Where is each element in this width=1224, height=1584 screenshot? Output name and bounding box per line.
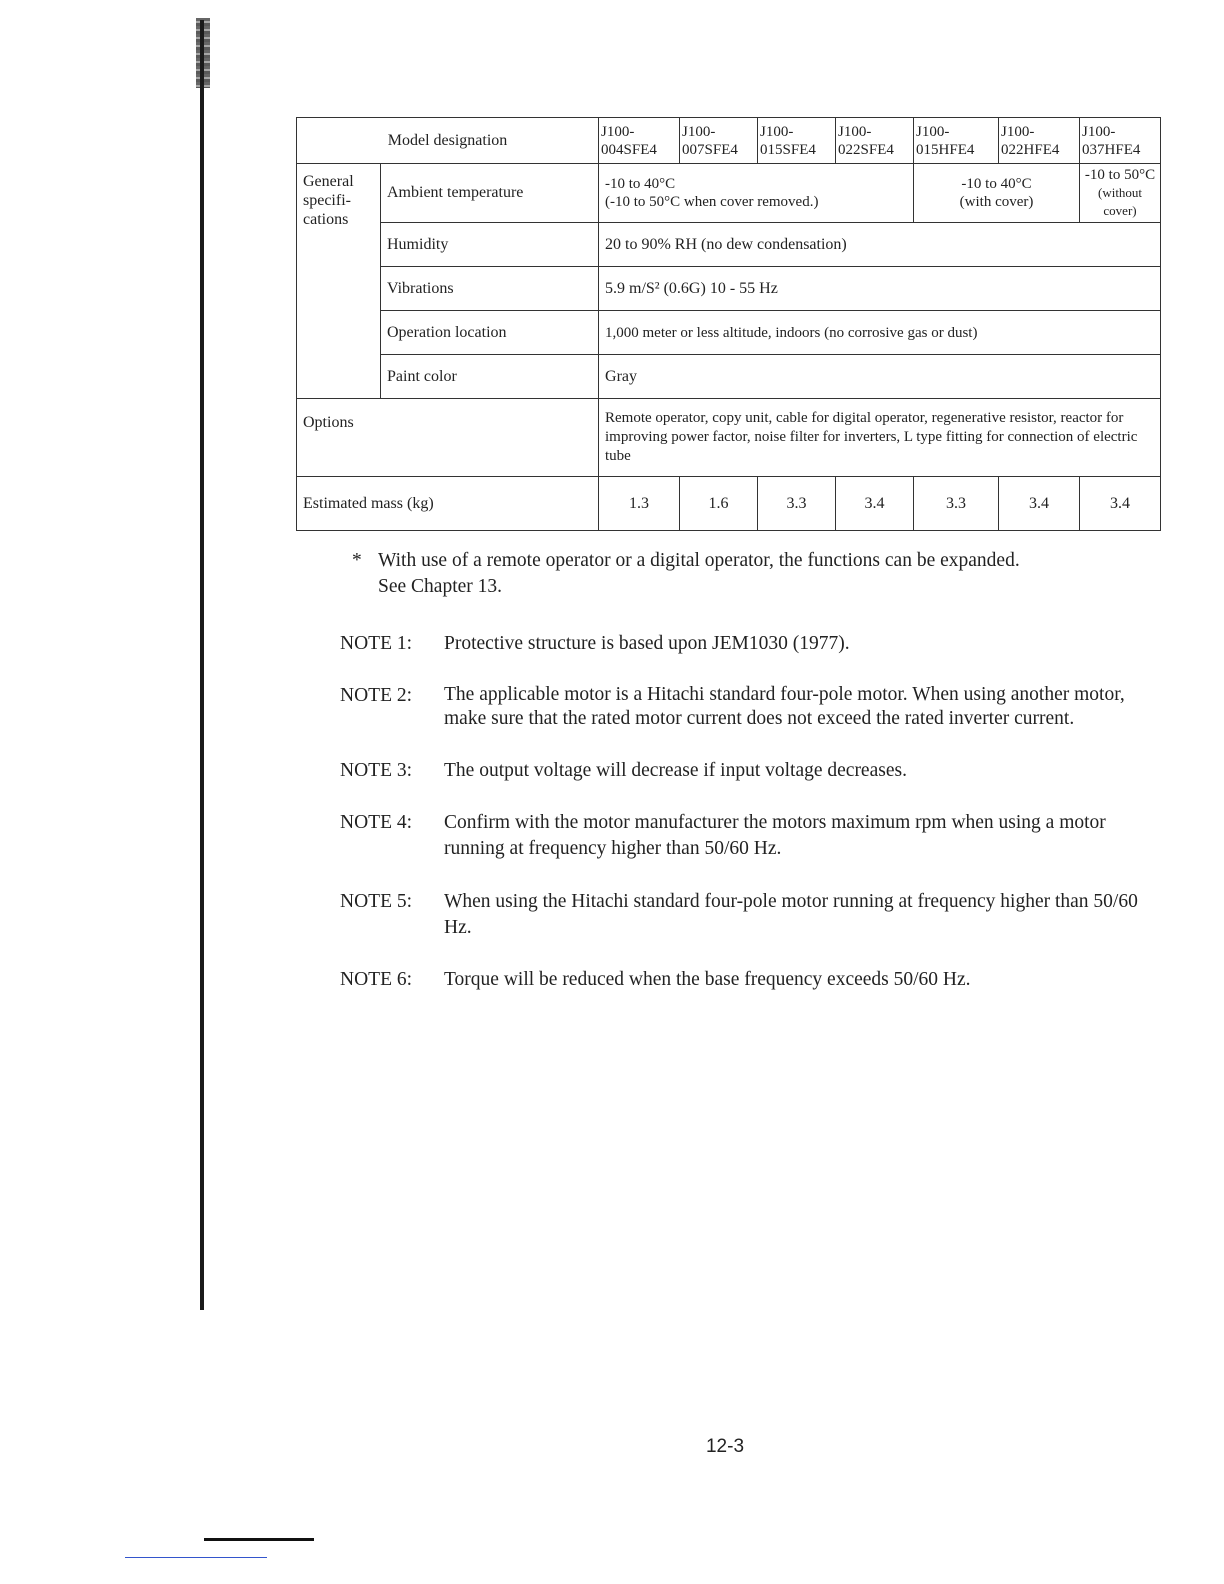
model-cell <box>1080 118 1161 164</box>
note-label: NOTE 5: <box>340 890 413 912</box>
model-code: 022HFE4 <box>1001 141 1060 158</box>
mass-value: 3.3 <box>914 477 999 531</box>
humidity-row <box>297 223 1161 267</box>
scan-artifact-underline <box>125 1557 267 1558</box>
ambient-sfe-line1: -10 to 40°C <box>605 176 676 192</box>
model-cell <box>680 118 758 164</box>
mass-value: 3.4 <box>999 477 1080 531</box>
mass-value: 3.3 <box>758 477 836 531</box>
scan-edge-line <box>200 20 204 1310</box>
model-prefix: J100- <box>916 123 950 140</box>
mass-value: 1.3 <box>599 477 680 531</box>
paint-color-label: Paint color <box>381 355 599 399</box>
model-code: 004SFE4 <box>601 141 657 158</box>
model-cell <box>599 118 680 164</box>
note-4 <box>340 810 1170 863</box>
humidity-value: 20 to 90% RH (no dew condensation) <box>599 223 1161 267</box>
model-cell <box>758 118 836 164</box>
model-code: 022SFE4 <box>838 141 894 158</box>
options-label: Options <box>297 399 599 477</box>
scan-artifact-bottom <box>204 1538 314 1541</box>
model-row <box>297 118 1161 164</box>
footnote <box>352 548 1170 601</box>
ambient-hfe-a-line2: (with cover) <box>959 194 1034 210</box>
mass-value: 3.4 <box>836 477 914 531</box>
note-text: Protective structure is based upon JEM1030 (1977). <box>444 632 850 654</box>
model-code: 037HFE4 <box>1082 141 1141 158</box>
paint-row <box>297 355 1161 399</box>
note-text: Torque will be reduced when the base frequency exceeds 50/60 Hz. <box>444 969 971 991</box>
note-label: NOTE 6: <box>340 969 413 991</box>
footnote-line2: See Chapter 13. <box>378 576 503 598</box>
model-code: 015SFE4 <box>760 141 816 158</box>
ambient-hfe-without-cover <box>1080 164 1161 223</box>
model-cell <box>914 118 999 164</box>
location-row <box>297 311 1161 355</box>
note-label: NOTE 2: <box>340 684 413 706</box>
note-text: Confirm with the motor manufacturer the motors maximum rpm when using a motor running at frequency higher than 50/60 Hz. <box>444 812 1106 860</box>
model-prefix: J100- <box>682 123 716 140</box>
note-text: The output voltage will decrease if input voltage decreases. <box>444 759 907 781</box>
model-code: 015HFE4 <box>916 141 975 158</box>
note-label: NOTE 3: <box>340 759 413 781</box>
model-designation-label: Model designation <box>297 118 599 164</box>
model-prefix: J100- <box>760 123 794 140</box>
options-value: Remote operator, copy unit, cable for digital operator, regenerative resistor, reactor for improving power factor, noise filter for inverters, L type fitting for connection of electric tube <box>599 399 1161 477</box>
humidity-label: Humidity <box>381 223 599 267</box>
model-prefix: J100- <box>838 123 872 140</box>
notes-section <box>340 548 1170 1020</box>
note-1 <box>340 631 1170 657</box>
note-text: The applicable motor is a Hitachi standard four-pole motor. When using another motor, make sure that the rated motor current does not exceed the rated inverter current. <box>444 683 1125 730</box>
note-label: NOTE 4: <box>340 812 413 833</box>
note-5 <box>340 889 1170 942</box>
model-prefix: J100- <box>1001 123 1035 140</box>
model-prefix: J100- <box>1082 123 1116 140</box>
note-3 <box>340 758 1170 784</box>
note-label: NOTE 1: <box>340 632 413 654</box>
options-row <box>297 399 1161 477</box>
note-6 <box>340 967 1170 993</box>
ambient-hfe-with-cover <box>914 164 1080 223</box>
footnote-text <box>378 548 1020 601</box>
model-code: 007SFE4 <box>682 141 738 158</box>
ambient-hfe-b-line2: (without cover) <box>1097 185 1143 218</box>
model-prefix: J100- <box>601 123 635 140</box>
note-text: When using the Hitachi standard four-pole motor running at frequency higher than 50/60 Hz. <box>444 890 1138 938</box>
ambient-hfe-b-line1: -10 to 50°C <box>1084 167 1156 183</box>
footnote-line1: With use of a remote operator or a digital operator, the functions can be expanded. <box>378 550 1020 571</box>
ambient-temperature-label: Ambient temperature <box>381 164 599 223</box>
model-cell <box>999 118 1080 164</box>
vibrations-value: 5.9 m/S² (0.6G) 10 - 55 Hz <box>599 267 1161 311</box>
ambient-sfe-line2: (-10 to 50°C when cover removed.) <box>605 194 819 210</box>
ambient-sfe-value <box>599 164 914 223</box>
mass-value: 3.4 <box>1080 477 1161 531</box>
mass-row <box>297 477 1161 531</box>
mass-value: 1.6 <box>680 477 758 531</box>
page-number: 12-3 <box>705 1436 745 1457</box>
model-cell <box>836 118 914 164</box>
vibrations-label: Vibrations <box>381 267 599 311</box>
operation-location-value: 1,000 meter or less altitude, indoors (no corrosive gas or dust) <box>599 311 1161 355</box>
vibrations-row <box>297 267 1161 311</box>
ambient-row <box>297 164 1161 223</box>
asterisk-mark: * <box>352 550 362 571</box>
specifications-table <box>296 117 1161 531</box>
note-2 <box>340 683 1170 732</box>
general-specifications-label: General specifi- cations <box>297 164 381 399</box>
estimated-mass-label: Estimated mass (kg) <box>297 477 599 531</box>
paint-color-value: Gray <box>599 355 1161 399</box>
ambient-hfe-a-line1: -10 to 40°C <box>961 176 1032 192</box>
operation-location-label: Operation location <box>381 311 599 355</box>
